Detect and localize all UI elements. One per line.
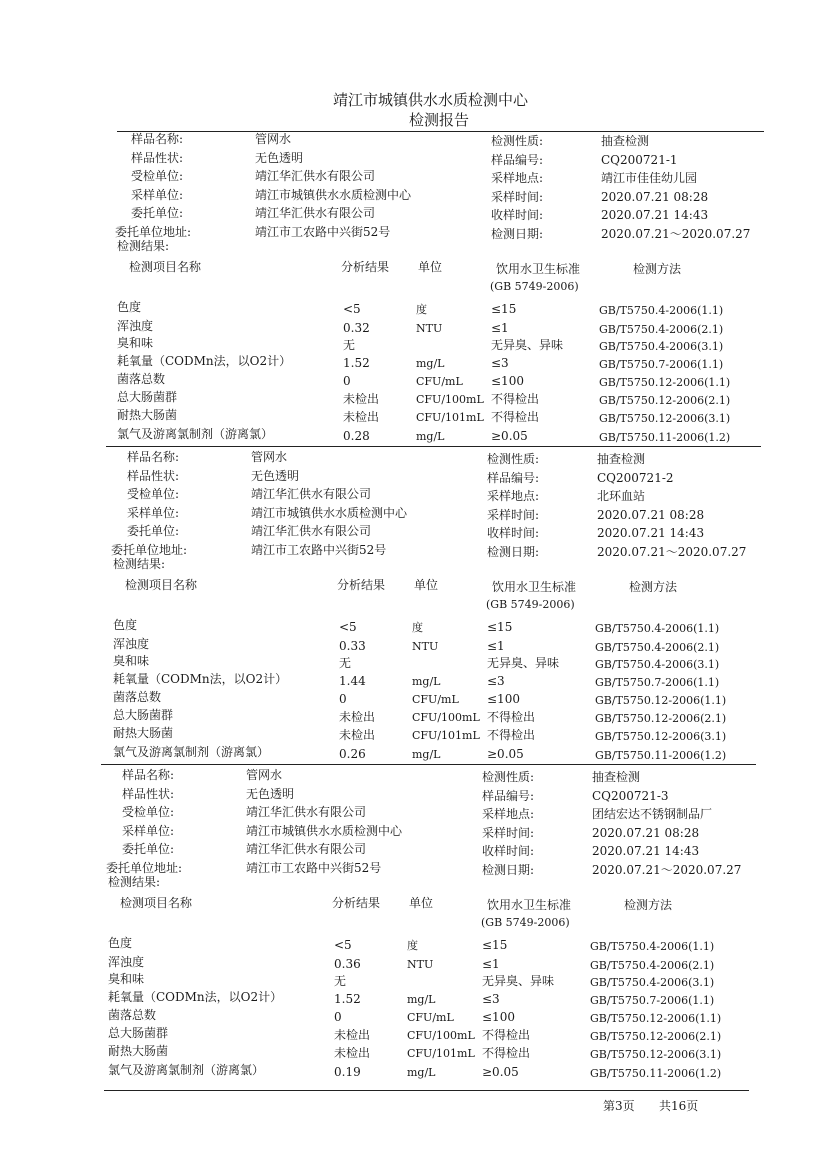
title-rule — [117, 131, 764, 132]
table-row-item: 氯气及游离氯制剂（游离氯） — [117, 427, 274, 441]
table-row-standard: ≤3 — [487, 674, 505, 688]
table-row-item: 氯气及游离氯制剂（游离氯） — [108, 1063, 265, 1077]
table-row-result: 0.26 — [339, 747, 366, 761]
table-row-result: 1.44 — [339, 674, 366, 688]
col-header-standard: 饮用水卫生标准 — [487, 898, 572, 912]
page-total: 共16页 — [659, 1099, 699, 1113]
table-row-item: 浑浊度 — [117, 319, 154, 333]
table-row-unit: mg/L — [416, 430, 445, 443]
table-row-method: GB/T5750.4-2006(3.1) — [595, 658, 720, 671]
table-row-item: 菌落总数 — [108, 1008, 157, 1022]
footer-rule — [104, 1090, 749, 1091]
table-row-result: 无 — [343, 338, 356, 352]
table-row-unit: 度 — [407, 939, 418, 952]
meta-value: 靖江华汇供水有限公司 — [251, 524, 372, 538]
table-row-item: 耗氧量（CODMn法，以O2计） — [113, 672, 288, 686]
table-row-item: 浑浊度 — [113, 637, 150, 651]
table-row-method: GB/T5750.4-2006(3.1) — [599, 340, 724, 353]
meta-label: 委托单位: — [131, 206, 184, 220]
table-row-standard: ≤1 — [482, 957, 500, 971]
table-row-item: 菌落总数 — [117, 372, 166, 386]
results-label: 检测结果: — [117, 239, 170, 253]
table-row-method: GB/T5750.4-2006(1.1) — [595, 622, 720, 635]
meta-label: 采样单位: — [131, 187, 184, 202]
table-row-item: 色度 — [113, 618, 138, 632]
meta-label: 委托单位地址: — [111, 542, 188, 557]
meta-value: 2020.07.21 08:28 — [601, 189, 709, 204]
table-row-unit: CFU/100mL — [407, 1029, 475, 1042]
table-row-method: GB/T5750.12-2006(1.1) — [599, 376, 731, 389]
results-label: 检测结果: — [108, 875, 161, 889]
table-row-result: 未检出 — [343, 392, 380, 406]
table-row-standard: 不得检出 — [487, 728, 536, 742]
org-title: 靖江市城镇供水水质检测中心 — [333, 91, 529, 109]
table-row-result: <5 — [339, 620, 357, 634]
col-header-standard-ref: (GB 5749-2006) — [481, 916, 570, 929]
table-row-item: 耗氧量（CODMn法，以O2计） — [117, 354, 292, 368]
col-header-standard-ref: (GB 5749-2006) — [486, 598, 575, 611]
meta-value: 靖江市佳佳幼儿园 — [601, 171, 698, 185]
table-row-item: 总大肠菌群 — [113, 708, 174, 722]
meta-value: 无色透明 — [255, 150, 304, 165]
table-row-item: 氯气及游离氯制剂（游离氯） — [113, 745, 270, 759]
results-label: 检测结果: — [113, 557, 166, 571]
table-row-standard: ≤1 — [487, 639, 505, 653]
meta-value: 无色透明 — [246, 786, 295, 801]
table-row-method: GB/T5750.7-2006(1.1) — [599, 358, 724, 371]
table-row-unit: mg/L — [416, 357, 445, 370]
meta-label: 委托单位地址: — [115, 224, 192, 239]
table-row-result: 无 — [339, 656, 352, 670]
meta-label: 采样时间: — [491, 189, 544, 204]
table-row-item: 色度 — [117, 300, 142, 314]
table-row-standard: ≥0.05 — [482, 1065, 519, 1079]
page-number: 第3页 — [603, 1099, 635, 1113]
table-row-unit: CFU/mL — [416, 375, 463, 388]
table-row-standard: 不得检出 — [491, 410, 540, 424]
col-header-result: 分析结果 — [337, 578, 386, 592]
table-row-unit: CFU/101mL — [407, 1047, 475, 1060]
meta-value: 管网水 — [246, 768, 283, 782]
table-row-result: 0.19 — [334, 1065, 361, 1079]
meta-label: 样品编号: — [482, 788, 535, 803]
block-separator — [106, 446, 761, 447]
table-row-result: 未检出 — [334, 1028, 371, 1042]
table-row-unit: CFU/mL — [407, 1011, 454, 1024]
table-row-standard: 无异臭、异味 — [491, 338, 564, 352]
table-row-standard: 不得检出 — [482, 1046, 531, 1060]
table-row-standard: ≥0.05 — [491, 429, 528, 443]
report-title: 检测报告 — [409, 111, 470, 129]
table-row-standard: ≤1 — [491, 321, 509, 335]
meta-value: 靖江市城镇供水水质检测中心 — [255, 187, 412, 202]
meta-label: 检测日期: — [491, 226, 544, 241]
table-row-method: GB/T5750.4-2006(2.1) — [595, 641, 720, 654]
table-row-item: 耐热大肠菌 — [113, 726, 174, 740]
table-row-standard: ≥0.05 — [487, 747, 524, 761]
meta-label: 委托单位: — [122, 842, 175, 856]
table-row-method: GB/T5750.12-2006(2.1) — [590, 1030, 722, 1043]
table-row-standard: ≤15 — [491, 302, 517, 316]
meta-label: 采样地点: — [491, 171, 544, 185]
meta-label: 检测性质: — [487, 452, 540, 466]
table-row-unit: 度 — [412, 621, 423, 634]
table-row-item: 耗氧量（CODMn法，以O2计） — [108, 990, 283, 1004]
table-row-unit: mg/L — [407, 993, 436, 1006]
table-row-result: 0.28 — [343, 429, 370, 443]
table-row-standard: 不得检出 — [482, 1028, 531, 1042]
meta-label: 受检单位: — [122, 805, 175, 819]
table-row-method: GB/T5750.4-2006(2.1) — [590, 959, 715, 972]
table-row-standard: ≤15 — [487, 620, 513, 634]
table-row-item: 耐热大肠菌 — [117, 408, 178, 422]
table-row-result: 1.52 — [343, 356, 370, 370]
col-header-result: 分析结果 — [332, 896, 381, 910]
table-row-unit: CFU/101mL — [416, 411, 484, 424]
table-row-method: GB/T5750.11-2006(1.2) — [599, 431, 731, 444]
table-row-method: GB/T5750.4-2006(2.1) — [599, 323, 724, 336]
table-row-unit: NTU — [407, 958, 434, 971]
col-header-unit: 单位 — [409, 896, 434, 910]
table-row-item: 浑浊度 — [108, 955, 145, 969]
meta-value: 2020.07.21～2020.07.27 — [601, 226, 751, 241]
meta-value: 抽查检测 — [597, 452, 646, 466]
table-row-unit: CFU/101mL — [412, 729, 480, 742]
table-row-standard: ≤3 — [482, 992, 500, 1006]
meta-value: 靖江华汇供水有限公司 — [246, 842, 367, 856]
meta-value: 靖江华汇供水有限公司 — [251, 487, 372, 501]
col-header-item: 检测项目名称 — [125, 578, 198, 592]
table-row-standard: 无异臭、异味 — [482, 974, 555, 988]
table-row-item: 总大肠菌群 — [108, 1026, 169, 1040]
table-row-item: 臭和味 — [117, 336, 154, 350]
meta-label: 样品名称: — [131, 132, 184, 146]
meta-label: 样品性状: — [131, 150, 184, 165]
meta-value: 北环血站 — [597, 489, 646, 503]
table-row-result: 0.36 — [334, 957, 361, 971]
meta-value: 靖江华汇供水有限公司 — [255, 169, 376, 183]
col-header-item: 检测项目名称 — [129, 260, 202, 274]
meta-label: 样品编号: — [487, 470, 540, 485]
meta-label: 样品编号: — [491, 152, 544, 167]
meta-label: 委托单位: — [127, 524, 180, 538]
meta-value: 2020.07.21～2020.07.27 — [592, 862, 742, 877]
table-row-method: GB/T5750.11-2006(1.2) — [595, 749, 727, 762]
table-row-unit: mg/L — [407, 1066, 436, 1079]
table-row-method: GB/T5750.12-2006(1.1) — [595, 694, 727, 707]
table-row-result: 0 — [339, 692, 347, 706]
table-row-method: GB/T5750.4-2006(1.1) — [599, 304, 724, 317]
table-row-unit: mg/L — [412, 675, 441, 688]
table-row-method: GB/T5750.4-2006(1.1) — [590, 940, 715, 953]
meta-value: 团结宏达不锈钢制品厂 — [592, 807, 713, 821]
table-row-result: 未检出 — [343, 410, 380, 424]
meta-label: 检测日期: — [482, 862, 535, 877]
meta-value: CQ200721-2 — [597, 470, 674, 485]
table-row-result: 0.32 — [343, 321, 370, 335]
meta-label: 样品性状: — [127, 468, 180, 483]
meta-label: 样品名称: — [127, 450, 180, 464]
table-row-unit: mg/L — [412, 748, 441, 761]
table-row-result: 0 — [334, 1010, 342, 1024]
table-row-standard: ≤100 — [487, 692, 520, 706]
col-header-standard: 饮用水卫生标准 — [492, 580, 577, 594]
meta-value: CQ200721-3 — [592, 788, 669, 803]
table-row-method: GB/T5750.12-2006(2.1) — [595, 712, 727, 725]
meta-label: 样品性状: — [122, 786, 175, 801]
meta-label: 收样时间: — [487, 526, 540, 540]
table-row-item: 臭和味 — [113, 654, 150, 668]
table-row-standard: ≤100 — [491, 374, 524, 388]
meta-label: 采样单位: — [127, 505, 180, 520]
meta-label: 受检单位: — [131, 169, 184, 183]
col-header-unit: 单位 — [414, 578, 439, 592]
table-row-result: 0.33 — [339, 639, 366, 653]
table-row-item: 总大肠菌群 — [117, 390, 178, 404]
table-row-result: <5 — [334, 938, 352, 952]
col-header-standard-ref: (GB 5749-2006) — [490, 280, 579, 293]
table-row-unit: CFU/100mL — [412, 711, 480, 724]
meta-value: 抽查检测 — [601, 134, 650, 148]
meta-label: 采样时间: — [482, 825, 535, 840]
meta-value: 靖江市城镇供水水质检测中心 — [246, 823, 403, 838]
table-row-unit: NTU — [412, 640, 439, 653]
meta-value: 靖江市工农路中兴街52号 — [251, 542, 387, 557]
table-row-unit: 度 — [416, 303, 427, 316]
meta-value: 靖江市城镇供水水质检测中心 — [251, 505, 408, 520]
meta-label: 检测日期: — [487, 544, 540, 559]
meta-value: 2020.07.21～2020.07.27 — [597, 544, 747, 559]
meta-label: 收样时间: — [482, 844, 535, 858]
table-row-method: GB/T5750.7-2006(1.1) — [590, 994, 715, 1007]
col-header-unit: 单位 — [418, 260, 443, 274]
meta-label: 检测性质: — [491, 134, 544, 148]
meta-value: 靖江华汇供水有限公司 — [255, 206, 376, 220]
table-row-method: GB/T5750.12-2006(3.1) — [595, 730, 727, 743]
meta-value: 2020.07.21 08:28 — [592, 825, 700, 840]
table-row-item: 菌落总数 — [113, 690, 162, 704]
meta-value: 2020.07.21 14:43 — [601, 208, 709, 222]
meta-value: 2020.07.21 14:43 — [592, 844, 700, 858]
table-row-method: GB/T5750.4-2006(3.1) — [590, 976, 715, 989]
meta-value: 靖江华汇供水有限公司 — [246, 805, 367, 819]
table-row-method: GB/T5750.12-2006(3.1) — [599, 412, 731, 425]
col-header-method: 检测方法 — [633, 262, 682, 276]
meta-value: 靖江市工农路中兴街52号 — [246, 860, 382, 875]
table-row-method: GB/T5750.12-2006(2.1) — [599, 394, 731, 407]
table-row-result: 1.52 — [334, 992, 361, 1006]
table-row-result: 未检出 — [339, 710, 376, 724]
table-row-unit: CFU/100mL — [416, 393, 484, 406]
table-row-method: GB/T5750.12-2006(3.1) — [590, 1048, 722, 1061]
meta-label: 受检单位: — [127, 487, 180, 501]
meta-value: CQ200721-1 — [601, 152, 678, 167]
meta-value: 靖江市工农路中兴街52号 — [255, 224, 391, 239]
col-header-method: 检测方法 — [624, 898, 673, 912]
table-row-item: 色度 — [108, 936, 133, 950]
meta-label: 样品名称: — [122, 768, 175, 782]
table-row-item: 臭和味 — [108, 972, 145, 986]
meta-label: 采样地点: — [482, 807, 535, 821]
col-header-item: 检测项目名称 — [120, 896, 193, 910]
table-row-unit: CFU/mL — [412, 693, 459, 706]
table-row-result: 0 — [343, 374, 351, 388]
block-separator — [101, 764, 756, 765]
meta-value: 抽查检测 — [592, 770, 641, 784]
meta-value: 管网水 — [251, 450, 288, 464]
col-header-result: 分析结果 — [341, 260, 390, 274]
meta-value: 2020.07.21 14:43 — [597, 526, 705, 540]
table-row-unit: NTU — [416, 322, 443, 335]
meta-label: 检测性质: — [482, 770, 535, 784]
meta-value: 2020.07.21 08:28 — [597, 507, 705, 522]
table-row-method: GB/T5750.12-2006(1.1) — [590, 1012, 722, 1025]
meta-label: 委托单位地址: — [106, 860, 183, 875]
meta-value: 管网水 — [255, 132, 292, 146]
table-row-result: <5 — [343, 302, 361, 316]
table-row-method: GB/T5750.11-2006(1.2) — [590, 1067, 722, 1080]
table-row-standard: 不得检出 — [487, 710, 536, 724]
table-row-method: GB/T5750.7-2006(1.1) — [595, 676, 720, 689]
table-row-result: 未检出 — [339, 728, 376, 742]
table-row-standard: 无异臭、异味 — [487, 656, 560, 670]
table-row-result: 未检出 — [334, 1046, 371, 1060]
table-row-item: 耐热大肠菌 — [108, 1044, 169, 1058]
meta-label: 收样时间: — [491, 208, 544, 222]
meta-label: 采样地点: — [487, 489, 540, 503]
table-row-standard: ≤3 — [491, 356, 509, 370]
col-header-standard: 饮用水卫生标准 — [496, 262, 581, 276]
meta-label: 采样单位: — [122, 823, 175, 838]
table-row-result: 无 — [334, 974, 347, 988]
table-row-standard: 不得检出 — [491, 392, 540, 406]
col-header-method: 检测方法 — [629, 580, 678, 594]
table-row-standard: ≤15 — [482, 938, 508, 952]
meta-label: 采样时间: — [487, 507, 540, 522]
table-row-standard: ≤100 — [482, 1010, 515, 1024]
meta-value: 无色透明 — [251, 468, 300, 483]
